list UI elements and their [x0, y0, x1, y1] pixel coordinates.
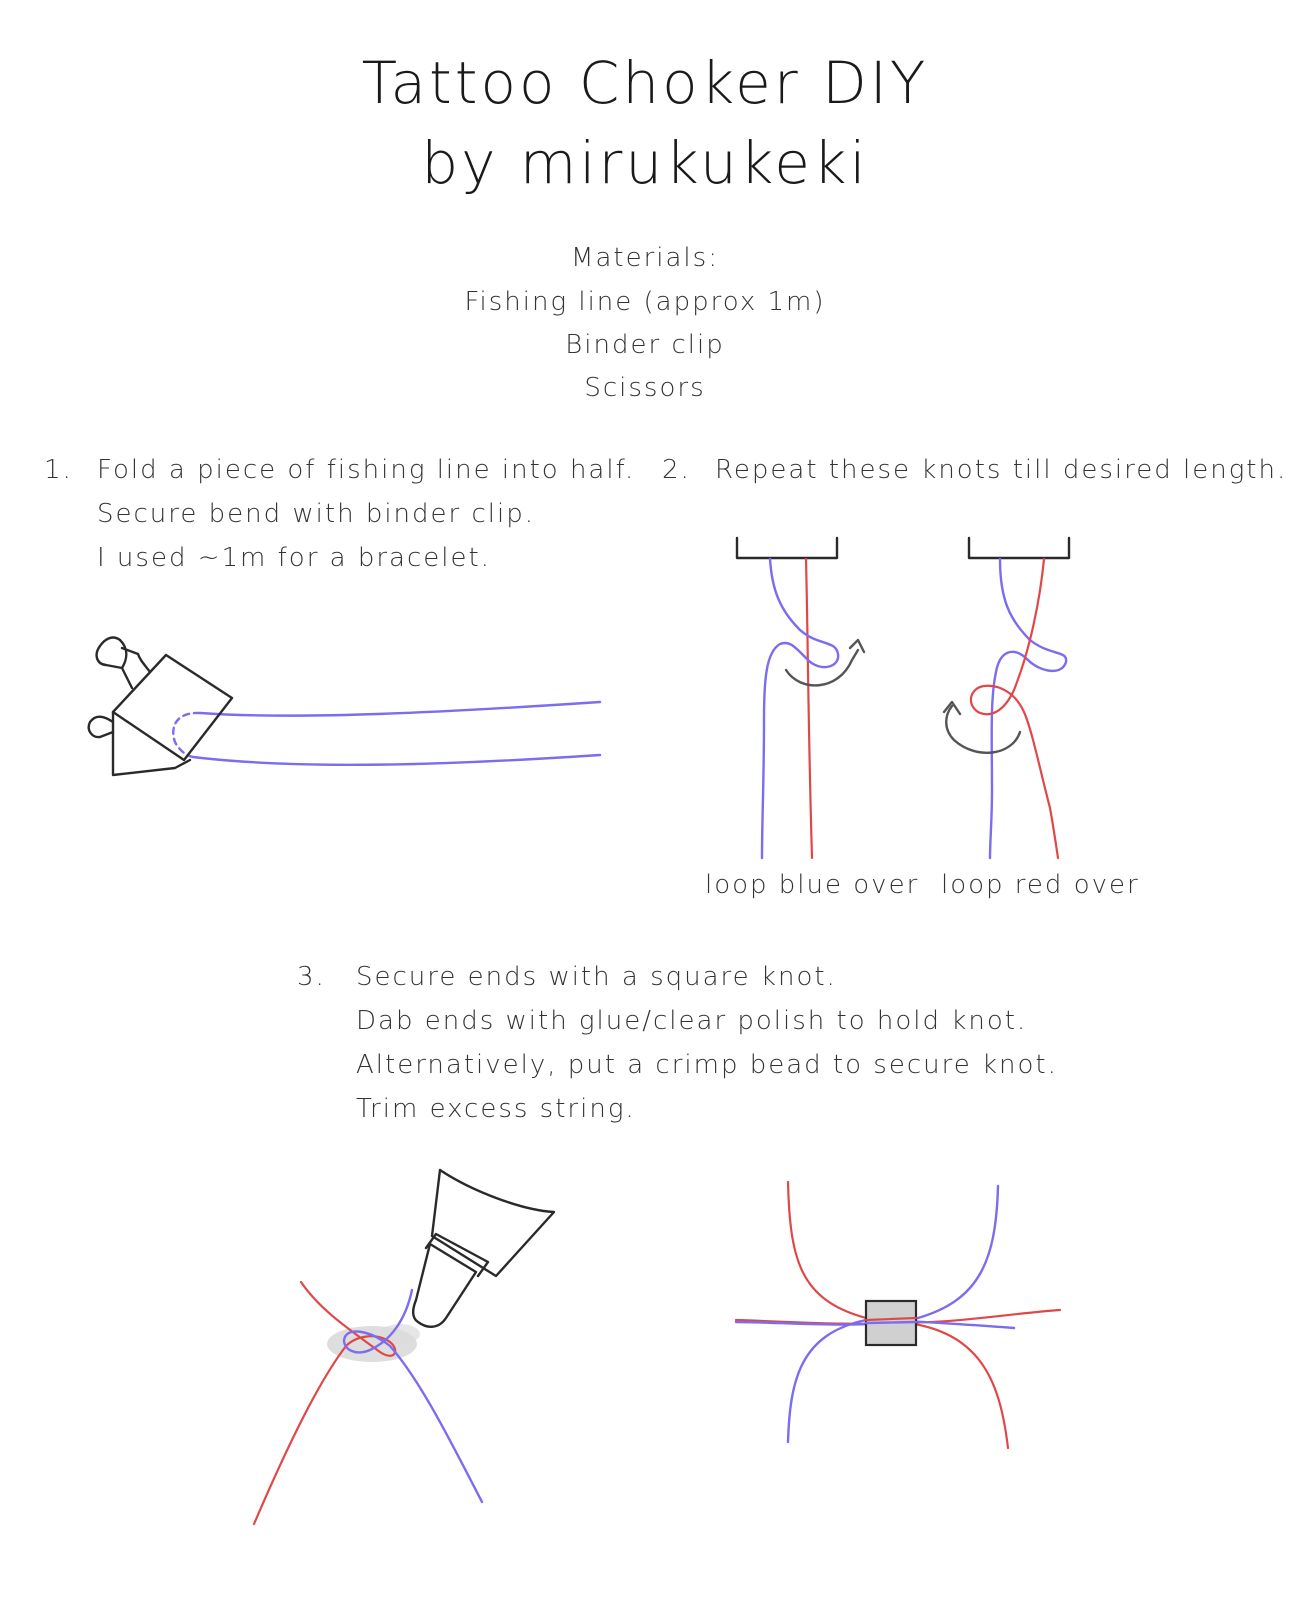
step-2-line-1: Repeat these knots till desired length.	[715, 455, 1288, 485]
step-3-line-4: Trim excess string.	[356, 1094, 636, 1124]
step-3-number: 3.	[297, 962, 326, 992]
materials-item-scissors: Scissors	[584, 373, 706, 403]
step-1-number: 1.	[44, 455, 73, 485]
materials-item-fishing-line: Fishing line (approx 1m)	[464, 287, 826, 317]
step-3-line-2: Dab ends with glue/clear polish to hold knot.	[356, 1006, 1028, 1036]
materials-item-binder-clip: Binder clip	[565, 330, 725, 360]
crimp-red-upper	[788, 1182, 1060, 1322]
materials-heading: Materials:	[571, 243, 719, 273]
step-3-line-1: Secure ends with a square knot.	[356, 962, 837, 992]
caption-loop-red: loop red over	[941, 870, 1140, 900]
title-line-2: by mirukukeki	[421, 129, 869, 197]
step-1-line-2: Secure bend with binder clip.	[97, 499, 535, 529]
step-1-line-1: Fold a piece of fishing line into half.	[97, 455, 636, 485]
title-line-1: Tattoo Choker DIY	[361, 49, 929, 117]
caption-loop-blue: loop blue over	[705, 870, 920, 900]
step-1-line-3: I used ~1m for a bracelet.	[97, 543, 491, 573]
step-2-number: 2.	[662, 455, 691, 485]
step-3-line-3: Alternatively, put a crimp bead to secure knot.	[356, 1050, 1058, 1080]
